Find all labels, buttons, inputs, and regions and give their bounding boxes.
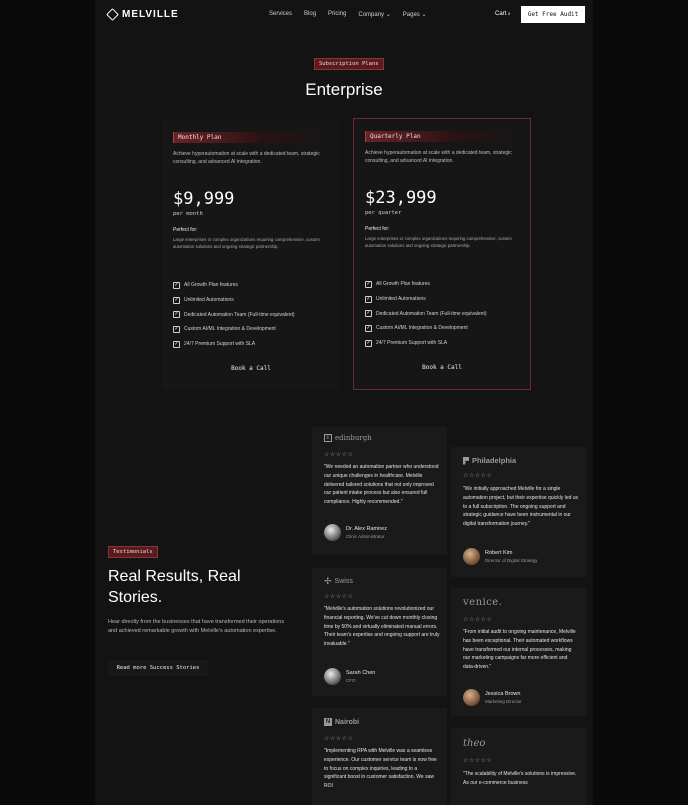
perfect-for-description: Large enterprises or complex organizations requiring comprehensive, custom automation solutions and ongoing strategic partnership. (365, 236, 512, 249)
checkbox-icon: ✓ (366, 324, 371, 331)
perfect-for-label: Perfect for: (173, 227, 198, 233)
feature-label: All Growth Plan features (376, 281, 430, 288)
top-navigation (95, 0, 593, 30)
feature-label: Unlimited Automations (184, 297, 234, 304)
testimonials-tag: Testimonials (108, 546, 158, 558)
author-name: Robert Kim (485, 550, 513, 556)
author-role: Director of Digital Strategy (485, 558, 538, 563)
page-title: Enterprise (305, 80, 383, 99)
feature-item (365, 292, 487, 307)
company-logo-text: Philadelphia (472, 456, 517, 465)
cart-label: Cart (495, 11, 507, 17)
checkbox-icon: ✓ (174, 296, 179, 303)
feature-label: Unlimited Automations (376, 296, 426, 303)
star-rating: ☆☆☆☆☆ (463, 617, 493, 623)
checkbox-icon: ✓ (366, 310, 371, 317)
testimonial-author (463, 548, 538, 565)
testimonial-card (312, 568, 447, 696)
testimonial-quote: "Melville's automation solutions revolutionized our financial reporting. We've cut down monthly closing time by 50% and virtually eliminated manual errors. Their team's expertise and ongoing support are truly invaluable." (324, 606, 440, 647)
perfect-for-label: Perfect for: (365, 226, 390, 232)
testimonial-quote: "Implementing RPA with Melville was a seamless experience. Our customer service team is now free to focus on complex inquiries, leading to a significant boost in customer satisfaction. We saw ROI (324, 748, 437, 789)
feature-item (173, 293, 295, 308)
avatar (463, 548, 480, 565)
company-logo (463, 597, 502, 608)
author-name: Dr. Alex Ramirez (346, 526, 387, 532)
feature-label: Dedicated Automation Team (Full-time equivalent) (376, 310, 487, 317)
nav-link-pages-label: Pages (402, 12, 420, 18)
star-rating: ☆☆☆☆☆ (324, 452, 354, 458)
feature-label: All Growth Plan features (184, 282, 238, 289)
testimonials-title: Real Results, Real Stories. (108, 568, 241, 606)
testimonial-author (463, 689, 522, 706)
testimonial-quote: "The scalability of Melville's solutions is impressive. As our e-commerce business (463, 771, 577, 786)
star-rating: ☆☆☆☆☆ (324, 736, 354, 742)
nav-link-company-label: Company (358, 12, 385, 18)
feature-label: 24/7 Premium Support with SLA (376, 340, 448, 347)
nav-link-pricing[interactable]: Pricing (328, 11, 347, 17)
swiss-logo-icon: ✢ (324, 576, 332, 586)
plan-card-quarterly (353, 118, 531, 390)
feature-label: Custom AI/ML Integration & Development (376, 325, 468, 332)
company-logo (324, 718, 359, 726)
author-role: Marketing Director (485, 699, 522, 704)
plan-price: $9,999 (173, 189, 235, 209)
star-rating: ☆☆☆☆☆ (324, 594, 354, 600)
logo[interactable] (108, 9, 179, 20)
feature-item (365, 277, 487, 292)
feature-item (173, 337, 295, 352)
avatar (463, 689, 480, 706)
testimonial-author (324, 668, 375, 685)
feature-item (365, 306, 487, 321)
cart-count: 0 (508, 11, 511, 16)
get-free-audit-button[interactable]: Get Free Audit (521, 6, 585, 23)
plan-period: per quarter (365, 210, 402, 216)
author-role: CFO (346, 678, 356, 683)
testimonial-card (312, 708, 447, 805)
checkbox-icon: ✓ (174, 325, 179, 332)
testimonial-card (451, 447, 586, 577)
nav-link-blog[interactable]: Blog (304, 11, 317, 17)
testimonials-description: Hear directly from the businesses that have transformed their operations and achieved remarkable growth with Melville's automation expertise. (108, 619, 285, 635)
company-logo-text: Nairobi (335, 718, 360, 726)
testimonial-quote: "We initially approached Melville for a single automation project, but their expertise quickly led us to a full subscription. The ongoing support and strategic guidance have been instrumental in our digital transformation journey." (463, 486, 579, 527)
read-more-success-stories-button[interactable]: Read more Success Stories (108, 660, 208, 676)
avatar (324, 524, 341, 541)
book-a-call-button[interactable]: Book a Call (231, 365, 271, 372)
logo-text: MELVILLE (122, 9, 179, 20)
plan-name: Quarterly Plan (365, 131, 513, 142)
feature-list (173, 278, 295, 351)
cart-link[interactable] (495, 11, 510, 17)
feature-item (173, 307, 295, 322)
checkbox-icon: ✓ (366, 280, 371, 287)
star-rating: ☆☆☆☆☆ (463, 473, 493, 479)
feature-label: Dedicated Automation Team (Full-time equivalent) (184, 311, 295, 318)
author-name: Sarah Chen (346, 670, 376, 676)
testimonial-card (312, 427, 447, 555)
chevron-down-icon: ⌄ (385, 12, 391, 18)
author-role: Clinic Administrator (346, 534, 385, 539)
testimonial-author (324, 524, 387, 541)
avatar (324, 668, 341, 685)
testimonial-quote: "From initial audit to ongoing maintenance, Melville has been exceptional. Their automated workflows have transformed our internal processes, making our marketing campaigns far more efficient and data-driven." (463, 629, 576, 670)
chevron-down-icon: ⌄ (421, 12, 427, 18)
plan-description: Achieve hyperautomation at scale with a dedicated team, strategic consulting, and advanced AI integration. (365, 150, 512, 164)
testimonial-card (451, 728, 586, 805)
plan-name: Monthly Plan (173, 132, 321, 143)
nav-link-company[interactable] (358, 11, 390, 18)
author-name: Jessica Brown (485, 691, 521, 697)
book-a-call-button[interactable]: Book a Call (422, 364, 462, 371)
checkbox-icon: ✓ (174, 311, 179, 318)
checkbox-icon: ✓ (174, 340, 179, 347)
philadelphia-logo-icon (463, 457, 469, 465)
company-logo (324, 434, 372, 442)
plan-card-monthly (162, 120, 340, 390)
company-logo (463, 738, 485, 749)
checkbox-icon: ✓ (366, 295, 371, 302)
plan-price: $23,999 (365, 188, 437, 208)
edinburgh-logo-icon: E (324, 434, 332, 442)
plan-period: per month (173, 211, 203, 217)
company-logo (324, 576, 353, 587)
plan-description: Achieve hyperautomation at scale with a dedicated team, strategic consulting, and advanced AI integration. (173, 151, 320, 165)
checkbox-icon: ✓ (366, 339, 371, 346)
testimonial-quote: "We needed an automation partner who understood our unique challenges in healthcare. Melville delivered tailored solutions that not only improved our patient intake process but also ensured full compliance. Highly recommended." (324, 464, 439, 505)
checkbox-icon: ✓ (174, 281, 179, 288)
feature-item (173, 322, 295, 337)
logo-icon (106, 8, 119, 21)
nav-link-pages[interactable] (403, 11, 427, 18)
company-logo (463, 456, 516, 465)
feature-item (173, 278, 295, 293)
star-rating: ☆☆☆☆☆ (463, 758, 493, 764)
nav-link-services[interactable]: Services (269, 11, 293, 17)
subscription-plans-tag: Subscription Plans (314, 58, 384, 70)
feature-list (365, 277, 487, 350)
company-logo-text: edinburgh (335, 434, 372, 442)
feature-label: 24/7 Premium Support with SLA (184, 341, 256, 348)
testimonial-card (451, 588, 586, 716)
company-logo-text: venice. (463, 597, 503, 608)
feature-item (365, 321, 487, 336)
nairobi-logo-icon: N (325, 719, 331, 725)
company-logo-text: Swiss (334, 578, 353, 585)
feature-label: Custom AI/ML Integration & Development (184, 326, 276, 333)
feature-item (365, 336, 487, 351)
perfect-for-description: Large enterprises or complex organizations requiring comprehensive, custom automation solutions and ongoing strategic partnership. (173, 237, 320, 250)
nav-links (269, 11, 426, 18)
company-logo-text: theo (463, 738, 486, 749)
